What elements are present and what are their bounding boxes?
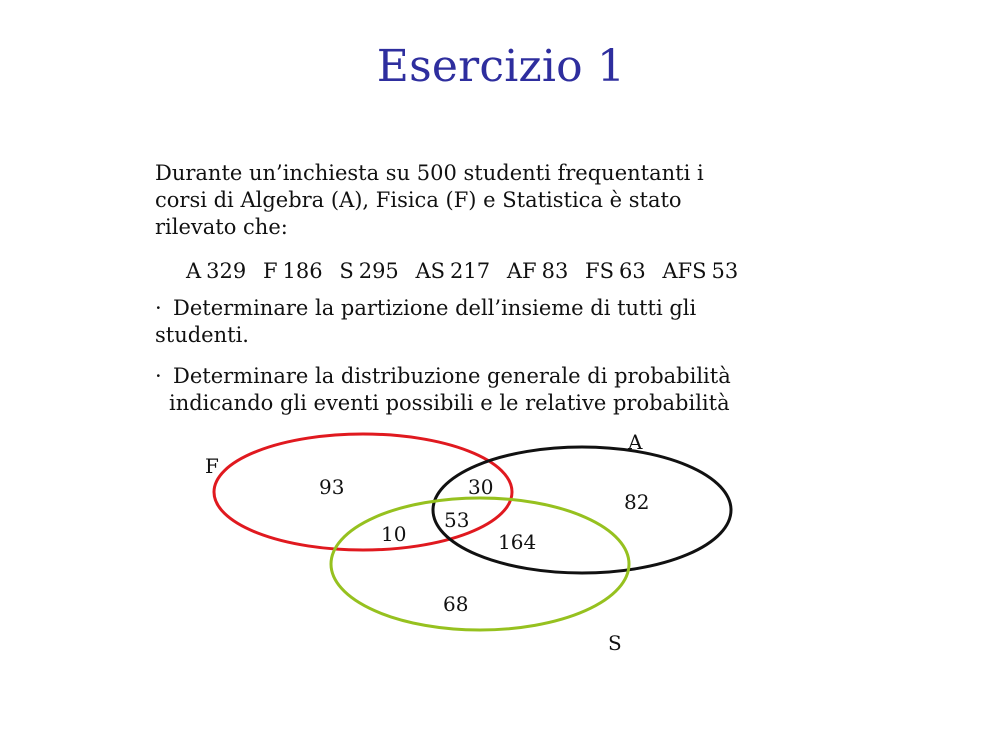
- count-f: [263, 259, 329, 283]
- count-label: AF: [506, 259, 537, 283]
- bullet-line: studenti.: [155, 323, 249, 347]
- bullet-line: [155, 363, 835, 390]
- problem-statement: [155, 160, 835, 241]
- survey-counts: [186, 258, 748, 285]
- count-a: [186, 259, 253, 283]
- count-as: [415, 259, 496, 283]
- set-a-ellipse: [433, 447, 731, 573]
- problem-line: Durante un’inchiesta su 500 studenti frequentanti i: [155, 161, 704, 185]
- count-s: [339, 259, 405, 283]
- bullet-text: Determinare la distribuzione generale di probabilità: [173, 364, 731, 388]
- count-fs: [585, 259, 652, 283]
- count-value: 63: [618, 259, 646, 283]
- count-value: 53: [711, 259, 739, 283]
- problem-line: corsi di Algebra (A), Fisica (F) e Statistica è stato: [155, 188, 682, 212]
- region-a-s-value: 164: [498, 530, 537, 554]
- bullet-icon: ·: [155, 296, 162, 320]
- count-label: FS: [585, 259, 614, 283]
- set-a-label: A: [628, 430, 643, 454]
- count-af: [507, 259, 575, 283]
- region-a-f-s-value: 53: [444, 508, 470, 532]
- set-s-label: S: [608, 631, 622, 655]
- count-value: 186: [282, 259, 323, 283]
- count-label: S: [339, 259, 354, 283]
- slide-title: Esercizio 1: [376, 41, 626, 92]
- count-value: 329: [206, 259, 247, 283]
- bullet-text: Determinare la partizione dell’insieme di tutti gli: [173, 296, 697, 320]
- count-label: F: [262, 259, 278, 283]
- count-afs: [662, 259, 738, 283]
- count-label: AS: [415, 259, 446, 283]
- bullet-partition: [155, 295, 835, 349]
- set-f-label: F: [205, 454, 219, 478]
- set-s-ellipse: [331, 498, 629, 630]
- count-label: A: [186, 259, 202, 283]
- count-label: AFS: [662, 259, 707, 283]
- bullet-line: [155, 295, 835, 322]
- count-value: 83: [541, 259, 569, 283]
- bullet-line: indicando gli eventi possibili e le relative probabilità: [169, 391, 730, 415]
- bullet-icon: ·: [155, 364, 162, 388]
- bullet-probability: [155, 363, 835, 417]
- count-value: 295: [358, 259, 399, 283]
- region-f-s-value: 10: [381, 522, 407, 546]
- region-f-only-value: 93: [319, 475, 345, 499]
- set-f-ellipse: [214, 434, 512, 550]
- region-a-only-value: 82: [624, 490, 650, 514]
- region-a-f-value: 30: [468, 475, 494, 499]
- region-s-only-value: 68: [443, 592, 469, 616]
- count-value: 217: [450, 259, 491, 283]
- problem-line: rilevato che:: [155, 215, 288, 239]
